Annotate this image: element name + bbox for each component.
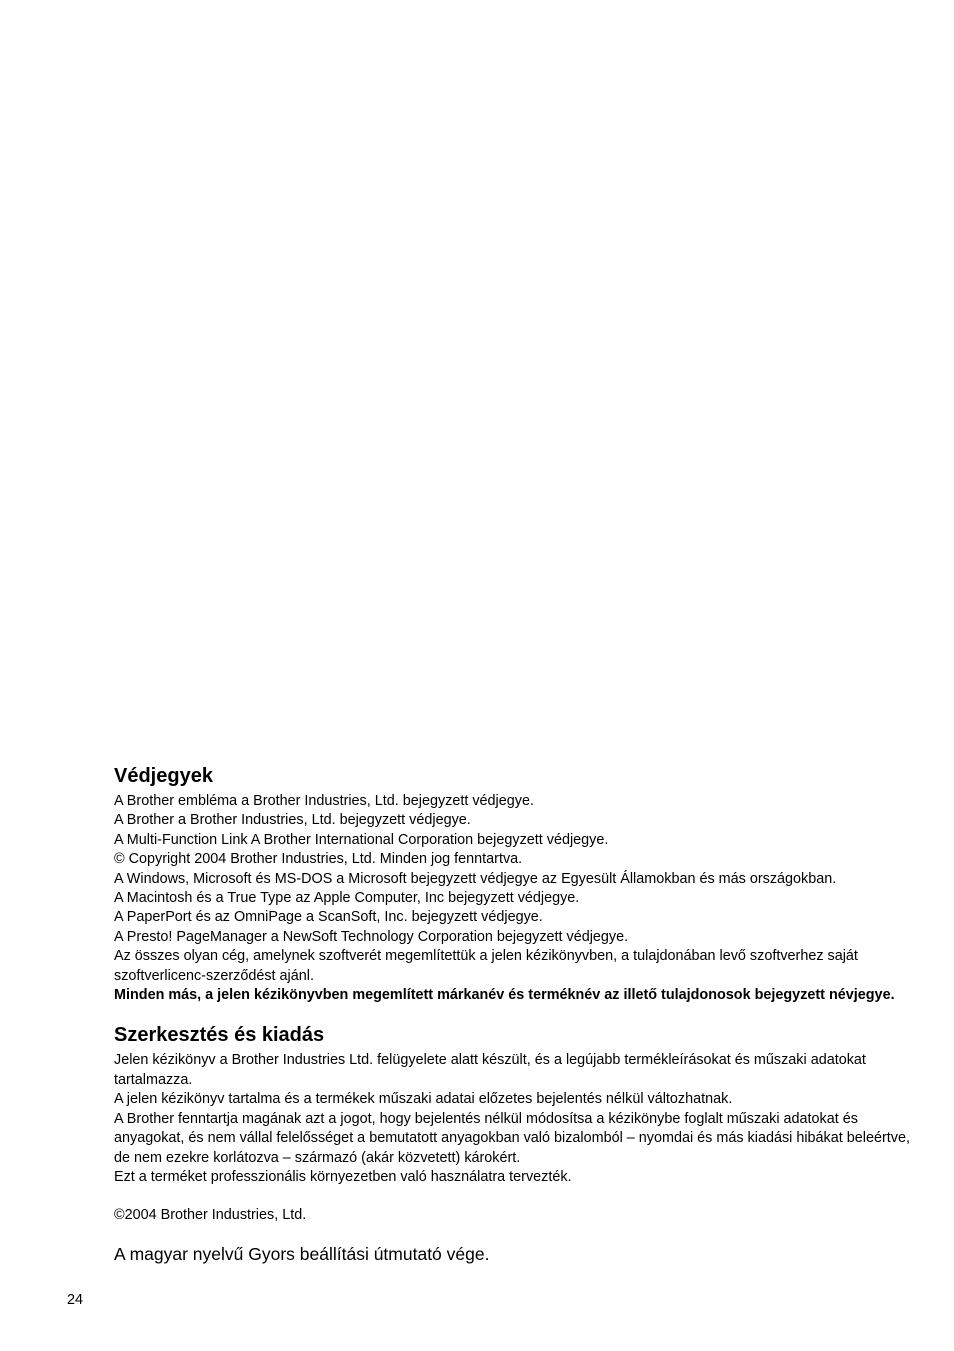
trademark-line: A PaperPort és az OmniPage a ScanSoft, Inc. bejegyzett védjegye. — [114, 909, 543, 926]
trademark-bold-statement: Minden más, a jelen kézikönyvben megemlített márkanév és terméknév az illető tulajdonosok bejegyzett névjegye. — [114, 987, 895, 1004]
page-number: 24 — [67, 1292, 84, 1308]
trademark-line: A Windows, Microsoft és MS-DOS a Microsoft bejegyzett védjegye az Egyesült Államokban és más országokban. — [114, 870, 837, 887]
page-content — [114, 764, 914, 1283]
editing-line: A Brother fenntartja magának azt a jogot, hogy bejelentés nélkül módosítsa a kézikönybe foglalt műszaki adatokat és anyagokat, és nem vállal felelősséget a bemutatott anyagokban való bizalomból – nyomdai és más kiadási hibákat beleértve, de nem ezekre korlátozva – származó (akár közvetett) károkért. — [114, 1110, 910, 1166]
trademark-line: A Presto! PageManager a NewSoft Technology Corporation bejegyzett védjegye. — [114, 928, 629, 945]
trademark-line: Az összes olyan cég, amelynek szoftverét megemlítettük a jelen kézikönyvben, a tulajdonában levő szoftverhez saját szoftverlicenc-szerződést ajánl. — [114, 948, 858, 984]
end-note: A magyar nyelvű Gyors beállítási útmutató vége. — [114, 1243, 490, 1264]
editing-heading: Szerkesztés és kiadás — [114, 1024, 325, 1047]
trademark-line: © Copyright 2004 Brother Industries, Ltd. Minden jog fenntartva. — [114, 851, 523, 868]
editing-line: A jelen kézikönyv tartalma és a termékek műszaki adatai előzetes bejelentés nélkül változhatnak. — [114, 1091, 733, 1108]
editing-line: Ezt a terméket professzionális környezetben való használatra tervezték. — [114, 1168, 572, 1185]
editing-line: Jelen kézikönyv a Brother Industries Ltd. felügyelete alatt készült, és a legújabb termékleírásokat és műszaki adatokat tartalmazza. — [114, 1052, 866, 1088]
spacer — [114, 1187, 914, 1206]
trademarks-heading: Védjegyek — [114, 765, 213, 787]
trademark-line: A Brother embléma a Brother Industries, Ltd. bejegyzett védjegye. — [114, 793, 534, 809]
editing-section — [114, 1023, 914, 1264]
trademark-line: A Brother a Brother Industries, Ltd. bejegyzett védjegye. — [114, 812, 471, 829]
trademark-line: A Multi-Function Link A Brother International Corporation bejegyzett védjegye. — [114, 831, 609, 848]
trademarks-section — [114, 764, 914, 1005]
trademark-line: A Macintosh és a True Type az Apple Computer, Inc bejegyzett védjegye. — [114, 890, 580, 907]
editing-copyright: ©2004 Brother Industries, Ltd. — [114, 1207, 307, 1224]
